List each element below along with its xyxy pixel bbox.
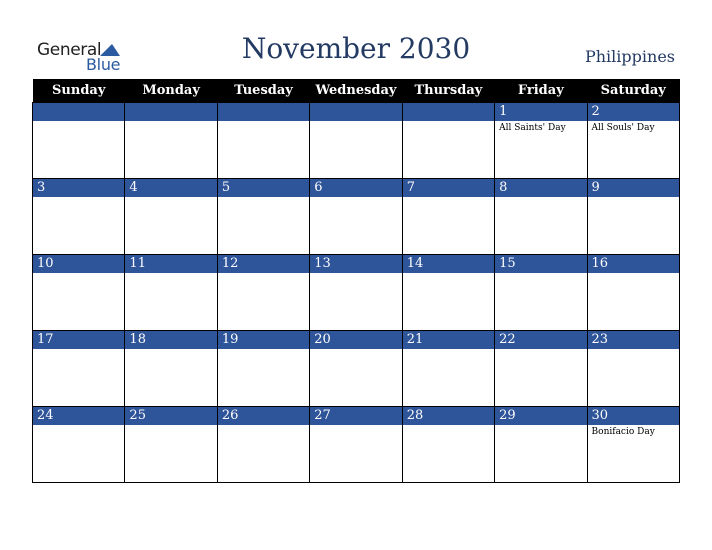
- day-cell: [587, 407, 679, 483]
- country-label: Philippines: [584, 47, 675, 66]
- day-cell: [125, 407, 217, 483]
- day-number: 8: [495, 179, 586, 197]
- day-cell: [402, 103, 494, 179]
- day-cell: [587, 103, 679, 179]
- day-cell: [402, 255, 494, 331]
- day-cell: [217, 179, 309, 255]
- day-cell: [217, 407, 309, 483]
- day-number: [403, 103, 494, 121]
- day-number: [125, 103, 216, 121]
- day-cell: [217, 103, 309, 179]
- day-number: 21: [403, 331, 494, 349]
- week-row: [33, 331, 680, 407]
- day-cell: [587, 255, 679, 331]
- day-cell: [125, 331, 217, 407]
- weekday-header-row: [33, 79, 680, 103]
- day-number: 27: [310, 407, 401, 425]
- weekday-monday: Monday: [125, 79, 217, 103]
- day-number: 22: [495, 331, 586, 349]
- day-cell: [402, 331, 494, 407]
- day-number: 9: [588, 179, 679, 197]
- day-number: 19: [218, 331, 309, 349]
- day-number: [310, 103, 401, 121]
- day-number: 15: [495, 255, 586, 273]
- holiday-label: All Saints' Day: [499, 123, 566, 133]
- day-cell: [402, 407, 494, 483]
- day-cell: [33, 407, 125, 483]
- weekday-saturday: Saturday: [587, 79, 679, 103]
- week-row: [33, 179, 680, 255]
- day-cell: [495, 179, 587, 255]
- week-row: [33, 407, 680, 483]
- weekday-wednesday: Wednesday: [310, 79, 402, 103]
- day-cell: [310, 179, 402, 255]
- day-cell: [125, 179, 217, 255]
- day-cell: [310, 255, 402, 331]
- day-cell: [217, 331, 309, 407]
- day-number: 2: [588, 103, 679, 121]
- day-number: 7: [403, 179, 494, 197]
- day-number: 18: [125, 331, 216, 349]
- weekday-tuesday: Tuesday: [217, 79, 309, 103]
- day-number: 3: [33, 179, 124, 197]
- weekday-thursday: Thursday: [402, 79, 494, 103]
- day-cell: [33, 179, 125, 255]
- day-number: 12: [218, 255, 309, 273]
- day-cell: [310, 103, 402, 179]
- day-cell: [310, 407, 402, 483]
- day-cell: [587, 331, 679, 407]
- day-number: 6: [310, 179, 401, 197]
- day-cell: [495, 407, 587, 483]
- day-number: 26: [218, 407, 309, 425]
- day-number: 20: [310, 331, 401, 349]
- calendar-grid: [32, 79, 680, 483]
- day-cell: [125, 255, 217, 331]
- weekday-sunday: Sunday: [33, 79, 125, 103]
- day-number: 1: [495, 103, 586, 121]
- day-cell: [310, 331, 402, 407]
- day-number: 4: [125, 179, 216, 197]
- day-number: 14: [403, 255, 494, 273]
- holiday-label: Bonifacio Day: [591, 427, 655, 437]
- day-number: 10: [33, 255, 124, 273]
- logo-blue-text: Blue: [86, 55, 121, 74]
- day-number: 13: [310, 255, 401, 273]
- day-number: 16: [588, 255, 679, 273]
- day-cell: [33, 331, 125, 407]
- day-cell: [33, 103, 125, 179]
- page-title: November 2030: [241, 32, 471, 65]
- day-number: 23: [588, 331, 679, 349]
- day-cell: [125, 103, 217, 179]
- day-cell: [587, 179, 679, 255]
- weekday-friday: Friday: [495, 79, 587, 103]
- day-number: 17: [33, 331, 124, 349]
- day-cell: [495, 255, 587, 331]
- day-number: [218, 103, 309, 121]
- day-cell: [217, 255, 309, 331]
- day-number: 30: [588, 407, 679, 425]
- day-cell: [495, 331, 587, 407]
- day-number: [33, 103, 124, 121]
- day-cell: [33, 255, 125, 331]
- logo-general-text: General: [37, 40, 102, 60]
- day-cell: [402, 179, 494, 255]
- day-number: 25: [125, 407, 216, 425]
- day-number: 24: [33, 407, 124, 425]
- week-row: [33, 255, 680, 331]
- week-row: [33, 103, 680, 179]
- day-number: 11: [125, 255, 216, 273]
- day-cell: [495, 103, 587, 179]
- holiday-label: All Souls' Day: [591, 123, 655, 133]
- day-number: 29: [495, 407, 586, 425]
- day-number: 5: [218, 179, 309, 197]
- day-number: 28: [403, 407, 494, 425]
